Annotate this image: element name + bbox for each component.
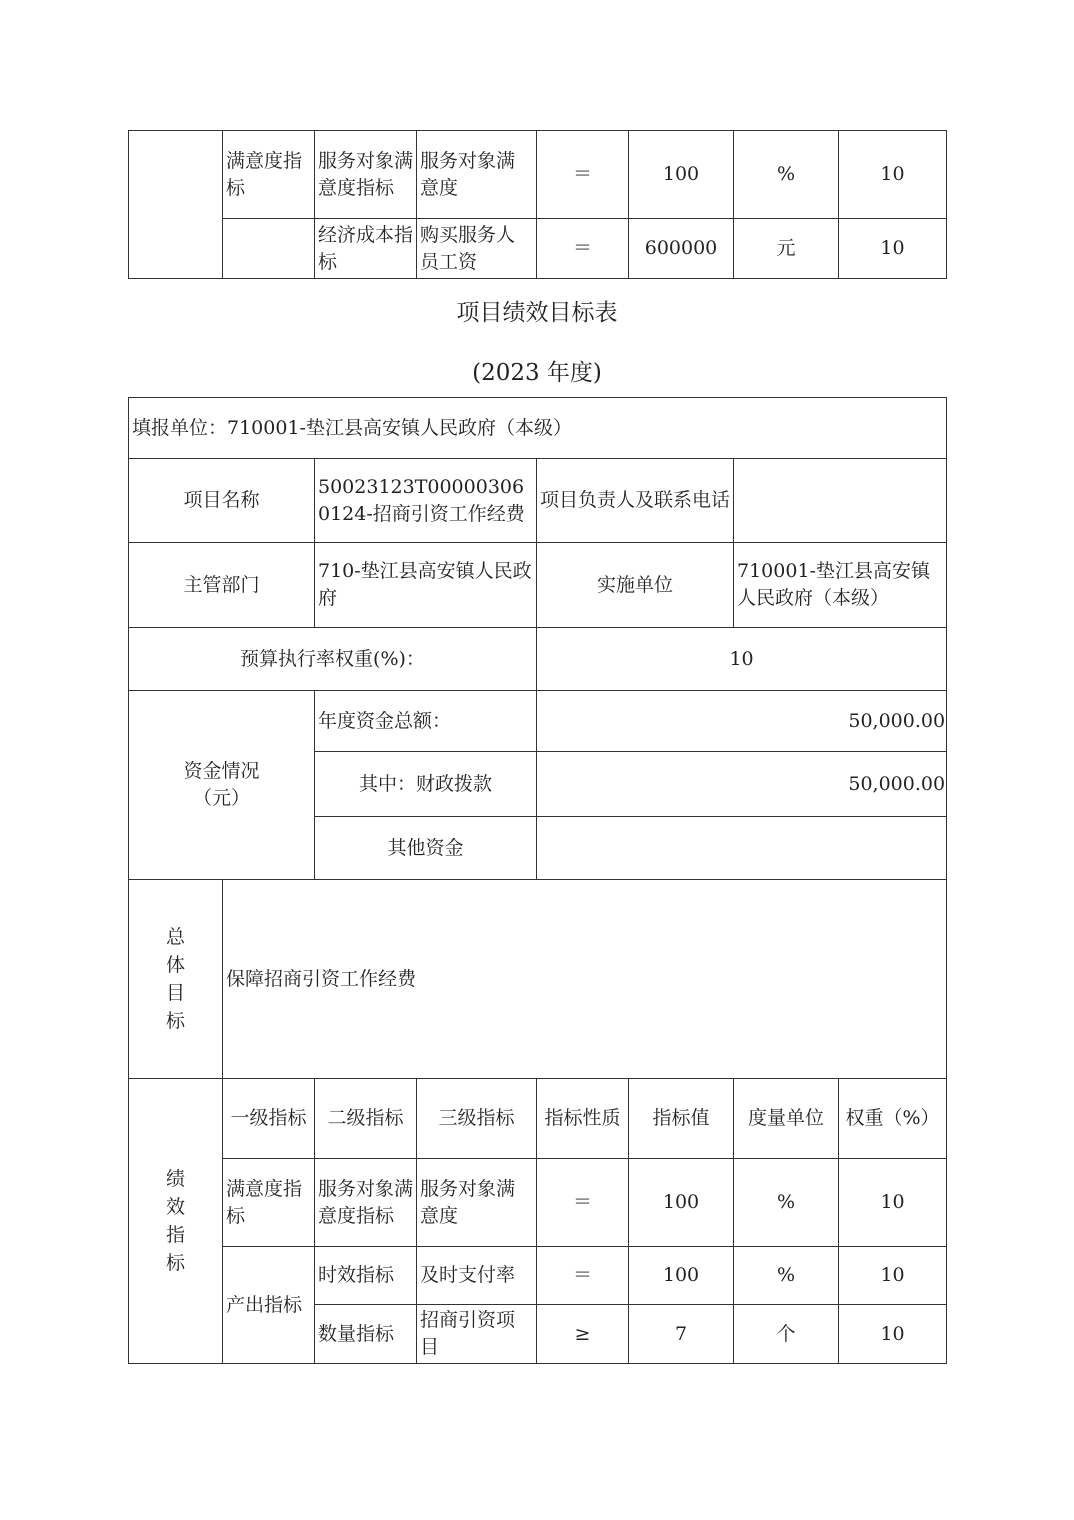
page-title: 项目绩效目标表 [456,300,618,326]
unit-cell: 个 [734,1305,839,1364]
reporting-unit: 填报单位：710001-垫江县高安镇人民政府（本级） [129,398,947,459]
year-subtitle: (2023 年度) [472,360,602,386]
other-funds-value [537,817,947,880]
table-row [129,880,947,1079]
annual-total-value: 50,000.00 [537,691,947,752]
level2-cell: 时效指标 [315,1247,417,1305]
value-cell: 100 [629,131,734,219]
contact-label: 项目负责人及联系电话 [537,459,734,543]
fiscal-label: 其中：财政拨款 [315,752,537,817]
header-cell: 一级指标 [223,1079,315,1159]
level3-cell: 购买服务人员工资 [417,219,537,279]
level2-cell: 数量指标 [315,1305,417,1364]
unit-cell: % [734,131,839,219]
unit-cell: % [734,1247,839,1305]
value-cell: 600000 [629,219,734,279]
level3-cell: 招商引资项目 [417,1305,537,1364]
nature-cell: ＝ [537,1159,629,1247]
level1-cell: 满意度指标 [223,1159,315,1247]
weight-cell: 10 [839,1247,947,1305]
value-cell: 100 [629,1159,734,1247]
table-row [129,398,947,459]
table-row [129,691,947,752]
level2-cell: 经济成本指标 [315,219,417,279]
header-cell: 指标值 [629,1079,734,1159]
header-cell: 三级指标 [417,1079,537,1159]
level2-cell: 服务对象满意度指标 [315,1159,417,1247]
header-cell: 指标性质 [537,1079,629,1159]
contact-value [734,459,947,543]
dept-label: 主管部门 [129,543,315,628]
weight-cell: 10 [839,1305,947,1364]
nature-cell: ＝ [537,1247,629,1305]
weight-cell: 10 [839,131,947,219]
budget-rate-label: 预算执行率权重(%)： [129,628,537,691]
nature-cell: ＝ [537,131,629,219]
table-row [129,219,947,279]
dept-value: 710-垫江县高安镇人民政府 [315,543,537,628]
level1-cell: 产出指标 [223,1247,315,1364]
header-cell: 二级指标 [315,1079,417,1159]
funds-label: 资金情况（元） [129,691,315,880]
goal-value: 保障招商引资工作经费 [223,880,947,1079]
table-row [129,131,947,219]
goal-label: 总体目标 [129,880,223,1079]
level1-cell: 满意度指标 [223,131,315,219]
unit-cell: 元 [734,219,839,279]
perf-label: 绩效指标 [129,1079,223,1364]
level3-cell: 服务对象满意度 [417,1159,537,1247]
weight-cell: 10 [839,1159,947,1247]
unit-cell: % [734,1159,839,1247]
table-row [129,1159,947,1247]
value-cell: 7 [629,1305,734,1364]
impl-label: 实施单位 [537,543,734,628]
table-row [129,543,947,628]
value-cell: 100 [629,1247,734,1305]
continuation-table [128,130,947,279]
nature-cell: ＝ [537,219,629,279]
budget-rate-value: 10 [537,628,947,691]
table-row [129,1247,947,1305]
project-name-value: 50023123T000003060124-招商引资工作经费 [315,459,537,543]
performance-form-table [128,397,947,1364]
annual-total-label: 年度资金总额： [315,691,537,752]
project-name-label: 项目名称 [129,459,315,543]
level2-cell: 服务对象满意度指标 [315,131,417,219]
level1-cell [223,219,315,279]
table-row [129,459,947,543]
level3-cell: 及时支付率 [417,1247,537,1305]
empty-cell [129,131,223,279]
weight-cell: 10 [839,219,947,279]
level3-cell: 服务对象满意度 [417,131,537,219]
table-row [129,628,947,691]
other-funds-label: 其他资金 [315,817,537,880]
fiscal-value: 50,000.00 [537,752,947,817]
header-cell: 权重（%） [839,1079,947,1159]
nature-cell: ≥ [537,1305,629,1364]
table-row [129,1079,947,1159]
header-cell: 度量单位 [734,1079,839,1159]
impl-value: 710001-垫江县高安镇人民政府（本级） [734,543,947,628]
